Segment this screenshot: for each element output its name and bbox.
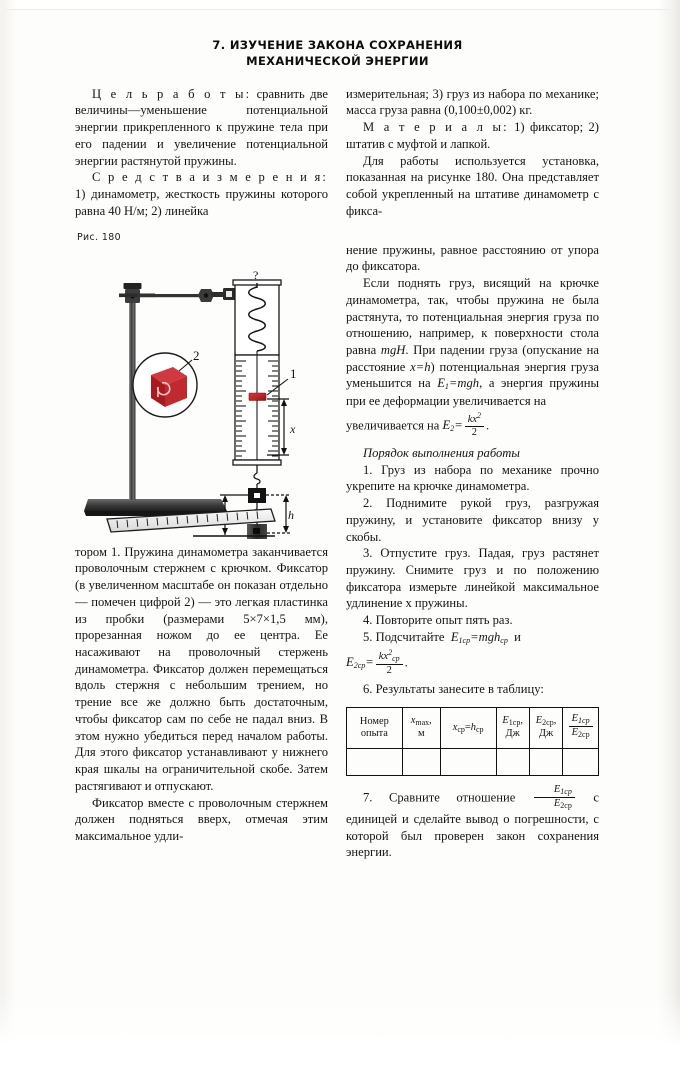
cell-xmax[interactable]	[402, 748, 440, 775]
figure-label-h: h	[288, 507, 294, 522]
th-experiment-number	[347, 707, 403, 748]
th-ratio-num: $E_{1ср}$	[569, 714, 593, 727]
stand-vertical-rod	[129, 294, 136, 500]
stand-arm	[137, 294, 209, 297]
table-header-row	[347, 707, 599, 748]
figure-label-top: ?	[253, 267, 259, 282]
formula-E2cp-symbol: $E_{2ср}=$	[346, 655, 374, 671]
theory-text-b: . При падении груза (опускание на расстояние	[346, 343, 599, 374]
paragraph-means	[75, 169, 328, 219]
th-xcp-symbol: $x_{ср}=h_{ср}$	[452, 721, 484, 734]
th-E2cp-unit: Дж	[538, 727, 554, 739]
paragraph-continued: нение пружины, равное расстоянию от упора до фиксатора.	[346, 242, 599, 274]
step-5-and: и	[514, 629, 521, 644]
th-xmax-unit: м	[417, 727, 425, 739]
th-x-max	[402, 707, 440, 748]
formula-mgH: mgH	[380, 343, 406, 357]
left-column	[75, 86, 328, 845]
th-E1cp	[496, 707, 529, 748]
theory-text-a: Если поднять груз, висящий на крючке динамометра, так, чтобы пружина не была растянута, то потенциальная энергия груза по отношению, например, к поверхности стола равна	[346, 276, 599, 357]
paragraph-goal	[75, 86, 328, 170]
step-2: 2. Поднимите рукой груз, разгружая пружину, и установите фиксатор внизу у скобы.	[346, 496, 599, 544]
step-7-lead: 7. Сравните отношение	[363, 790, 516, 805]
paragraph-right-top: измерительная; 3) груз из набора по механике; масса груза равна (0,100±0,002) кг.	[346, 86, 599, 118]
cell-E1cp[interactable]	[496, 748, 529, 775]
figure-label-x: x	[290, 421, 296, 436]
goal-label: Ц е л ь р а б о т ы:	[92, 86, 252, 101]
scan-edge-bottom	[0, 994, 680, 1089]
ratio-final-num: $E_{1ср}$	[534, 785, 575, 798]
step-7	[346, 783, 599, 861]
fraction-denominator-2: 2	[386, 664, 392, 676]
paragraph-left-last: Фиксатор вместе с проволочным стержнем должен подняться вверх, отмечая этим максимальное удли-	[75, 795, 328, 844]
fraction-denominator: 2	[471, 427, 477, 439]
th-E1cp-symbol: $E_{1ср}$,	[502, 715, 523, 728]
step-7-tail: с единицей и сделайте вывод о погрешности, с которой был проверен закон сохранения энергии.	[346, 790, 599, 860]
stand-clamp	[124, 283, 142, 303]
theory-text-c: ) потенциальная энергия груза уменьшится на	[346, 359, 599, 391]
th-x-cp	[440, 707, 496, 748]
load-lower-position	[247, 524, 267, 539]
th-energy-ratio	[563, 707, 599, 748]
scan-edge-right	[658, 0, 680, 1089]
th-ratio-fraction	[569, 714, 593, 739]
figure-180	[75, 232, 328, 544]
step-6: 6. Результаты занесите в таблицу:	[363, 682, 544, 697]
dynamometer	[233, 280, 281, 465]
table-row[interactable]	[347, 748, 599, 775]
step-5-label: 5. Подсчитайте	[363, 629, 445, 644]
results-table-body	[347, 748, 599, 775]
formula-E2cp-fraction	[376, 649, 403, 677]
results-table-head	[347, 707, 599, 748]
cell-xcp[interactable]	[440, 748, 496, 775]
cell-ratio[interactable]	[563, 748, 599, 775]
step-1: 1. Груз из набора по механике прочно укрепите на крючке динамометра.	[346, 462, 599, 494]
step-4: 4. Повторите опыт пять раз.	[363, 613, 513, 628]
th-xmax-symbol: $x_{max}$,	[410, 715, 432, 728]
means-text: 1) динамометр, жесткость пружины которого равна 40 Н/м; 2) линейка	[75, 187, 328, 218]
step-3: 3. Отпустите груз. Падая, груз растянет пружину. Снимите груз и по положению фиксатора измерьте линейкой максимальное удлинение x пружины.	[346, 546, 599, 611]
two-column-layout	[75, 86, 600, 861]
means-label: С р е д с т в а и з м е р е н и я:	[92, 170, 328, 185]
order-heading: Порядок выполнения работы	[363, 445, 520, 460]
fixator-detail-inset	[133, 353, 197, 417]
formula-E2-symbol: $E_2=$	[442, 418, 463, 434]
ratio-final-den: $E_{2ср}$	[553, 797, 572, 810]
th-num-line2: опыта	[360, 727, 388, 739]
paragraph-theory	[346, 275, 599, 410]
results-table	[346, 707, 599, 776]
th-E1cp-unit: Дж	[505, 727, 520, 739]
page-title	[75, 38, 600, 70]
apparatus-diagram	[75, 247, 328, 539]
fixator-marker	[249, 393, 266, 401]
page-title-line-2: МЕХАНИЧЕСКОЙ ЭНЕРГИИ	[246, 53, 429, 68]
page-title-line-1: 7. ИЗУЧЕНИЕ ЗАКОНА СОХРАНЕНИЯ	[212, 38, 463, 52]
th-ratio-den: $E_{2ср}$	[571, 727, 590, 740]
formula-E1cp: $E_{1ср}=mgh_{ср}$	[450, 629, 508, 645]
scan-edge-top	[0, 0, 680, 10]
th-num-line1: Номер	[359, 715, 389, 727]
page-content	[75, 38, 600, 861]
paragraph-after-figure: тором 1. Пружина динамометра заканчивается проволочным стержнем с крючком. Фиксатор (в увеличенном масштабе он показан отдельно — помечен цифрой 2) — это легкая пластинка из пробки (размерами 5×7×1,5 мм), прорезанная ножом до ее центра. Ее насаживают на проволочный стержень динамометра. Фиксатор должен перемещаться вдоль стержня с небольшим трением, но трение все же должно быть достаточным, чтобы фиксатор сам по себе не падал вниз. В этом нужно убедиться перед началом работы. Для этого фиксатор устанавливают у нижнего края шкалы на ограничительной скобе. Затем растягивают и отпускают.	[75, 544, 328, 793]
fraction-numerator-2: $kx^2_{ср}$	[376, 649, 403, 665]
cell-number[interactable]	[347, 748, 403, 775]
formula-x-eq-h: x=h	[410, 359, 431, 374]
theory-text-d: , а энергия пружины при ее деформации увеличивается на	[346, 376, 599, 409]
figure-caption: Рис. 180	[77, 231, 121, 243]
formula-E2-fraction	[465, 412, 484, 439]
goal-text: сравнить две величины—уменьшение потенциальной энергии прикрепленного к пружине тела при его падении и увеличение потенциальной энергии растянутой пружины.	[75, 86, 328, 168]
formula-E1-eq-mgh: $E_1=mgh$	[437, 376, 480, 392]
th-E2cp	[529, 707, 562, 748]
fraction-numerator: $kx^2$	[465, 412, 484, 428]
figure-label-1: 1	[290, 365, 297, 381]
th-E2cp-symbol: $E_{2ср}$,	[535, 715, 557, 728]
cell-E2cp[interactable]	[529, 748, 562, 775]
scan-edge-left	[0, 0, 16, 1089]
step-5	[346, 629, 599, 647]
dynamometer-clamp	[198, 288, 236, 302]
figure-label-2: 2	[193, 347, 200, 363]
formula-ratio-final	[534, 785, 575, 810]
formula-E2-lead: увеличивается на	[346, 418, 440, 433]
hook-and-wire	[254, 465, 260, 488]
materials-label: М а т е р и а л ы:	[363, 120, 509, 135]
materials-text: 1) фиксатор; 2) штатив с муфтой и лапкой.	[346, 120, 599, 151]
paragraph-setup: Для работы используется установка, показанная на рисунке 180. Она представляет собой укрепленный на штативе динамометр с фикса-	[346, 153, 599, 218]
formula-E2cp-line: $E_{2ср}=$ $\frac{kx^2_{ср}}{2}$ .	[346, 647, 408, 676]
paragraph-materials	[346, 119, 599, 152]
formula-E2-line: увеличивается на $E_2=$ $\frac{kx^2}{2}$ .	[346, 410, 490, 439]
right-column	[346, 86, 599, 861]
